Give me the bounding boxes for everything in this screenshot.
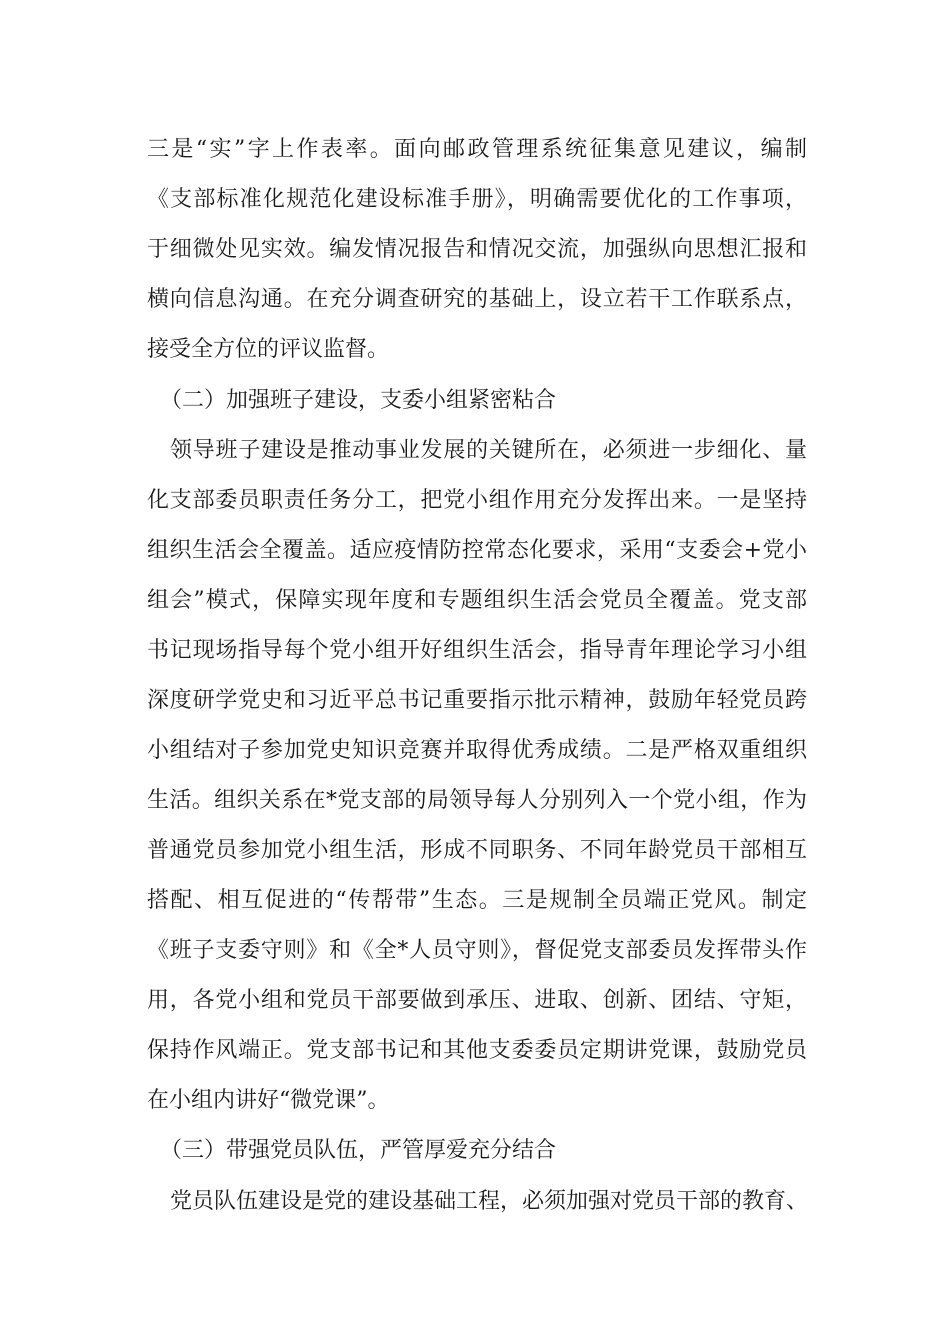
body-text-line: 接受全方位的评议监督。: [147, 337, 390, 362]
body-text-line: 组织生活会全覆盖。适应疫情防控常态化要求，采用“支委会+党小: [147, 538, 807, 563]
section-heading-3: （三）带强党员队伍，严管厚爱充分结合: [160, 1138, 557, 1163]
body-text-line: 《班子支委守则》和《全*人员守则》，督促党支部委员发挥带头作: [147, 938, 807, 963]
body-text-line: 领导班子建设是推动事业发展的关键所在，必须进一步细化、量: [170, 438, 807, 463]
body-text-line: 普通党员参加党小组生活，形成不同职务、不同年龄党员干部相互: [147, 838, 807, 863]
body-text-line: 化支部委员职责任务分工，把党小组作用充分发挥出来。一是坚持: [147, 488, 807, 513]
body-text-line: 在小组内讲好“微党课”。: [147, 1088, 390, 1113]
body-text-line: 搭配、相互促进的“传帮带”生态。三是规制全员端正党风。制定: [147, 888, 807, 913]
body-text-line: 保持作风端正。党支部书记和其他支委委员定期讲党课，鼓励党员: [147, 1038, 807, 1063]
body-text-line: 党员队伍建设是党的建设基础工程，必须加强对党员干部的教育、: [170, 1189, 809, 1214]
body-text-line: 组会”模式，保障实现年度和专题组织生活会党员全覆盖。党支部: [147, 588, 807, 613]
body-text-line: 横向信息沟通。在充分调查研究的基础上，设立若干工作联系点，: [147, 287, 807, 312]
body-text-line: 于细微处见实效。编发情况报告和情况交流，加强纵向思想汇报和: [147, 237, 807, 262]
body-text-line: 书记现场指导每个党小组开好组织生活会，指导青年理论学习小组: [147, 638, 807, 663]
body-text-line: 三是“实”字上作表率。面向邮政管理系统征集意见建议，编制: [147, 137, 807, 162]
body-text-line: 生活。组织关系在*党支部的局领导每人分别列入一个党小组，作为: [147, 788, 807, 813]
section-heading-2: （二）加强班子建设，支委小组紧密粘合: [160, 388, 557, 413]
body-text-line: 用，各党小组和党员干部要做到承压、进取、创新、团结、守矩，: [147, 988, 807, 1013]
body-text-line: 小组结对子参加党史知识竞赛并取得优秀成绩。二是严格双重组织: [147, 738, 807, 763]
body-text-line: 《支部标准化规范化建设标准手册》，明确需要优化的工作事项，: [147, 187, 807, 212]
body-text-line: 深度研学党史和习近平总书记重要指示批示精神，鼓励年轻党员跨: [147, 688, 807, 713]
